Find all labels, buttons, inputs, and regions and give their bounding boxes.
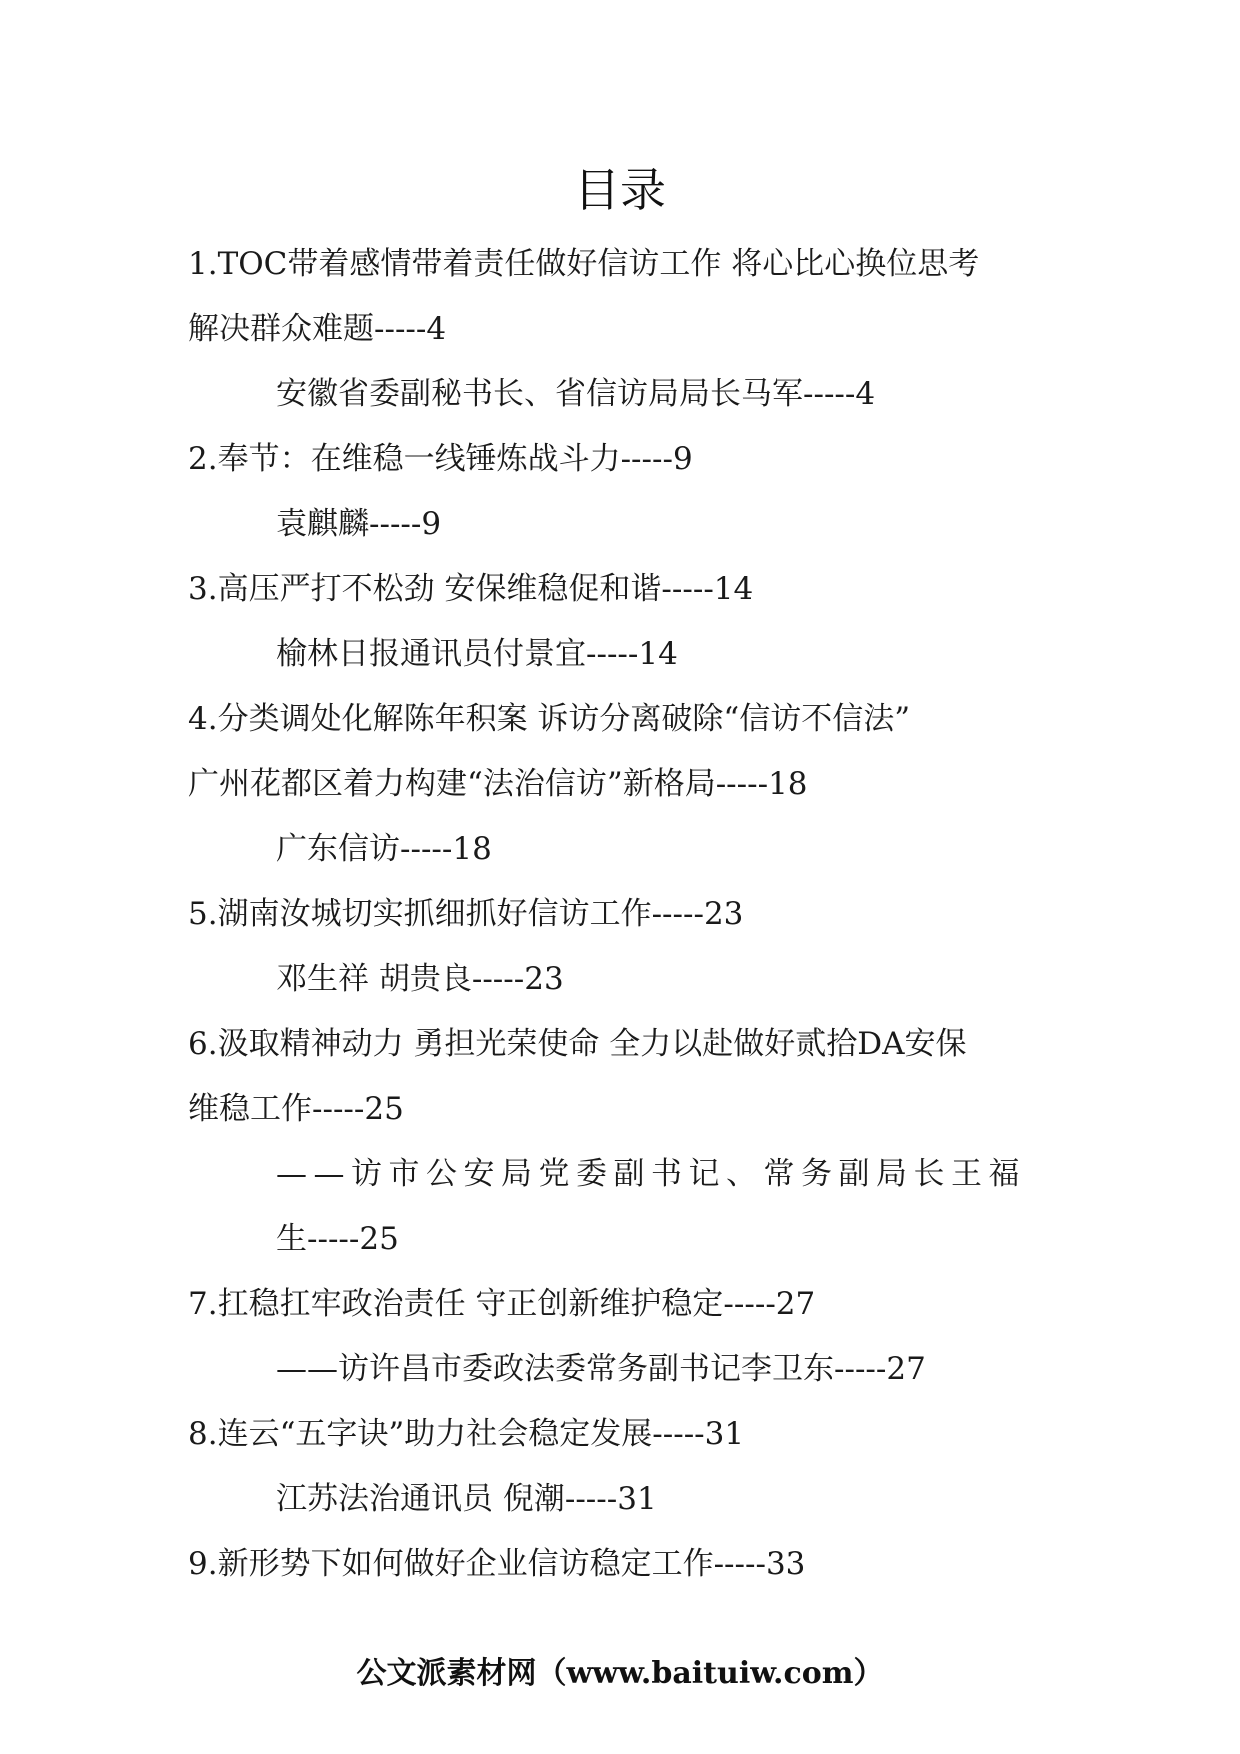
toc-entry-4-title-cont[interactable]: 广州花都区着力构建“法治信访”新格局-----18 [188, 766, 808, 802]
table-of-contents [188, 232, 1068, 1597]
toc-entry-9-title[interactable]: 9.新形势下如何做好企业信访稳定工作-----33 [188, 1546, 806, 1582]
toc-entry-1-title-cont[interactable]: 解决群众难题-----4 [188, 311, 447, 347]
toc-entry-7-title[interactable]: 7.扛稳扛牢政治责任 守正创新维护稳定-----27 [188, 1286, 816, 1322]
toc-entry-4-author[interactable]: 广东信访-----18 [276, 831, 492, 867]
toc-entry-8-title[interactable]: 8.连云“五字诀”助力社会稳定发展-----31 [188, 1416, 745, 1452]
page-title: 目录 [574, 163, 666, 217]
toc-entry-5-title[interactable]: 5.湖南汝城切实抓细抓好信访工作-----23 [188, 896, 744, 932]
toc-entry-5-author[interactable]: 邓生祥 胡贵良-----23 [276, 961, 564, 997]
page-footer: 公文派素材网（www.baituiw.com） [356, 1656, 884, 1691]
toc-entry-6-author-cont[interactable]: 生-----25 [276, 1221, 399, 1257]
toc-entry-8-author[interactable]: 江苏法治通讯员 倪潮-----31 [276, 1481, 657, 1517]
toc-entry-2-title[interactable]: 2.奉节：在维稳一线锤炼战斗力-----9 [188, 441, 693, 477]
toc-entry-2-author[interactable]: 袁麒麟-----9 [276, 506, 442, 542]
toc-entry-6-title[interactable]: 6.汲取精神动力 勇担光荣使命 全力以赴做好贰拾DA安保 [188, 1026, 967, 1062]
toc-entry-7-author[interactable]: ——访许昌市委政法委常务副书记李卫东-----27 [276, 1351, 926, 1387]
toc-entry-6-author[interactable]: ——访市公安局党委副书记、常务副局长王福 [276, 1156, 1026, 1192]
toc-entry-1-title[interactable]: 1.TOC带着感情带着责任做好信访工作 将心比心换位思考 [188, 246, 980, 282]
toc-entry-3-title[interactable]: 3.高压严打不松劲 安保维稳促和谐-----14 [188, 571, 754, 607]
toc-entry-1-author[interactable]: 安徽省委副秘书长、省信访局局长马军-----4 [276, 376, 876, 412]
toc-entry-3-author[interactable]: 榆林日报通讯员付景宜-----14 [276, 636, 678, 672]
toc-entry-4-title[interactable]: 4.分类调处化解陈年积案 诉访分离破除“信访不信法” [188, 701, 911, 737]
toc-entry-6-title-cont[interactable]: 维稳工作-----25 [188, 1091, 404, 1127]
